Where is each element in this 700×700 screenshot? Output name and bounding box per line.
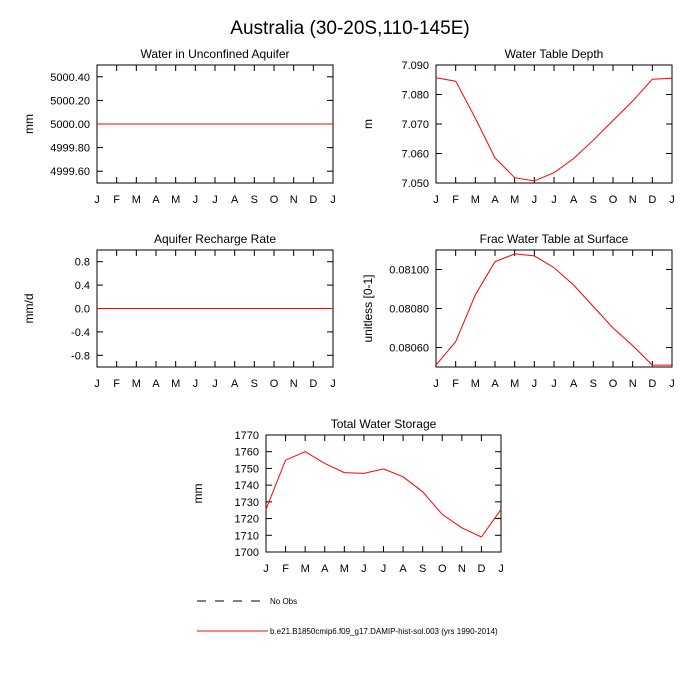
y-tick-label: 1760	[234, 446, 259, 459]
x-tick-label: M	[171, 378, 181, 390]
chart-water-table-depth	[361, 47, 675, 206]
y-tick-label: 7.050	[401, 178, 429, 190]
x-tick-label: A	[569, 194, 578, 206]
y-tick-label: 0.08100	[389, 264, 429, 277]
chart-aquifer-recharge-rate	[22, 232, 336, 390]
x-tick-label: J	[669, 378, 675, 390]
x-tick-label: O	[437, 563, 447, 575]
x-tick-label: F	[452, 378, 460, 390]
chart-title: Total Water Storage	[330, 417, 437, 431]
x-tick-label: D	[309, 194, 318, 206]
y-tick-label: 1730	[234, 496, 259, 509]
y-tick-label: 4999.80	[50, 142, 90, 155]
y-axis-label: mm	[191, 483, 205, 504]
x-tick-label: J	[192, 194, 199, 206]
x-tick-label: J	[433, 378, 439, 390]
x-tick-label: N	[457, 563, 466, 575]
chart-title: Frac Water Table at Surface	[479, 232, 629, 246]
x-tick-label: S	[589, 378, 598, 390]
y-tick-label: 5000.20	[50, 95, 90, 108]
y-tick-label: 7.080	[401, 89, 429, 102]
y-axis-label: m	[361, 119, 375, 129]
x-tick-label: J	[531, 378, 538, 390]
x-tick-label: J	[433, 194, 439, 206]
x-tick-label: M	[510, 194, 520, 206]
chart-title: Water in Unconfined Aquifer	[140, 47, 290, 61]
chart-total-water-storage	[191, 417, 504, 575]
x-tick-label: J	[94, 378, 100, 390]
x-tick-label: D	[309, 378, 318, 390]
x-tick-label: J	[94, 194, 100, 206]
x-tick-label: J	[330, 378, 336, 390]
x-tick-label: A	[230, 378, 239, 390]
y-tick-label: 1710	[234, 530, 259, 543]
plot-frame	[266, 435, 501, 552]
x-tick-label: A	[569, 378, 578, 390]
x-tick-label: O	[269, 378, 279, 390]
legend-obs-label: No Obs	[270, 597, 298, 606]
chart-frac-water-table-at-surface	[361, 232, 675, 390]
x-tick-label: O	[608, 194, 618, 206]
y-tick-label: 0.8	[74, 256, 90, 269]
y-axis-label: unitless [0-1]	[361, 274, 375, 343]
chart-water-in-unconfined-aquifer	[22, 47, 336, 206]
y-tick-label: 0.4	[74, 280, 90, 293]
x-tick-label: J	[263, 563, 269, 575]
y-tick-label: 1750	[234, 463, 259, 476]
x-tick-label: S	[589, 194, 598, 206]
legend-model-label: b.e21.B1850cmip6.f09_g17.DAMIP-hist-sol.003 (yrs 1990-2014)	[270, 627, 498, 636]
x-tick-label: N	[628, 378, 637, 390]
x-tick-label: J	[361, 563, 367, 575]
x-tick-label: S	[418, 563, 427, 575]
y-axis-label: mm	[22, 114, 36, 134]
series-line	[436, 254, 672, 365]
x-tick-label: J	[380, 563, 387, 575]
figure-title: Australia (30-20S,110-145E)	[230, 18, 470, 39]
x-tick-label: M	[510, 378, 520, 390]
x-tick-label: J	[551, 194, 557, 206]
y-tick-label: 5000.40	[50, 71, 90, 84]
x-tick-label: F	[113, 194, 121, 206]
x-tick-label: O	[608, 378, 618, 390]
x-tick-label: M	[131, 194, 141, 206]
x-tick-label: J	[192, 378, 199, 390]
y-tick-label: -0.4	[71, 326, 90, 339]
y-tick-label: 5000.00	[50, 119, 90, 131]
x-tick-label: J	[498, 563, 504, 575]
y-tick-label: 0.0	[74, 303, 90, 316]
x-tick-label: A	[230, 194, 239, 206]
x-tick-label: S	[250, 378, 259, 390]
plot-frame	[436, 65, 672, 183]
y-tick-label: 7.090	[401, 60, 429, 72]
x-tick-label: N	[628, 194, 637, 206]
x-tick-label: M	[300, 563, 310, 575]
x-tick-label: M	[171, 194, 181, 206]
y-tick-label: 0.08060	[389, 342, 429, 355]
x-tick-label: D	[648, 378, 657, 390]
x-tick-label: J	[212, 378, 218, 390]
x-tick-label: M	[131, 378, 141, 390]
x-tick-label: O	[269, 194, 279, 206]
x-tick-label: J	[531, 194, 538, 206]
y-tick-label: -0.8	[71, 350, 90, 363]
series-line	[266, 452, 501, 537]
x-tick-label: J	[669, 194, 675, 206]
y-tick-label: 0.08080	[389, 303, 429, 316]
y-tick-label: 1770	[234, 430, 259, 442]
x-tick-label: S	[250, 194, 259, 206]
x-tick-label: A	[491, 194, 499, 206]
x-tick-label: A	[491, 378, 499, 390]
x-tick-label: J	[212, 194, 218, 206]
x-tick-label: N	[289, 378, 298, 390]
y-tick-label: 1740	[234, 480, 259, 493]
x-tick-label: F	[113, 378, 121, 390]
y-tick-label: 4999.60	[50, 166, 90, 179]
x-tick-label: A	[152, 194, 160, 206]
x-tick-label: N	[289, 194, 298, 206]
y-tick-label: 1700	[234, 547, 259, 559]
y-tick-label: 7.070	[401, 119, 429, 131]
legend	[197, 597, 498, 636]
x-tick-label: D	[648, 194, 657, 206]
x-tick-label: A	[321, 563, 329, 575]
x-tick-label: J	[330, 194, 336, 206]
x-tick-label: M	[339, 563, 349, 575]
x-tick-label: F	[452, 194, 460, 206]
y-axis-label: mm/d	[22, 293, 36, 324]
x-tick-label: A	[152, 378, 160, 390]
x-tick-label: M	[470, 194, 480, 206]
x-tick-label: D	[477, 563, 486, 575]
chart-title: Water Table Depth	[504, 47, 604, 61]
y-tick-label: 1720	[234, 513, 259, 526]
y-tick-label: 7.060	[401, 148, 429, 161]
x-tick-label: J	[551, 378, 557, 390]
series-line	[436, 78, 672, 181]
chart-title: Aquifer Recharge Rate	[153, 232, 277, 246]
x-tick-label: M	[470, 378, 480, 390]
x-tick-label: A	[399, 563, 407, 575]
x-tick-label: F	[282, 563, 289, 575]
